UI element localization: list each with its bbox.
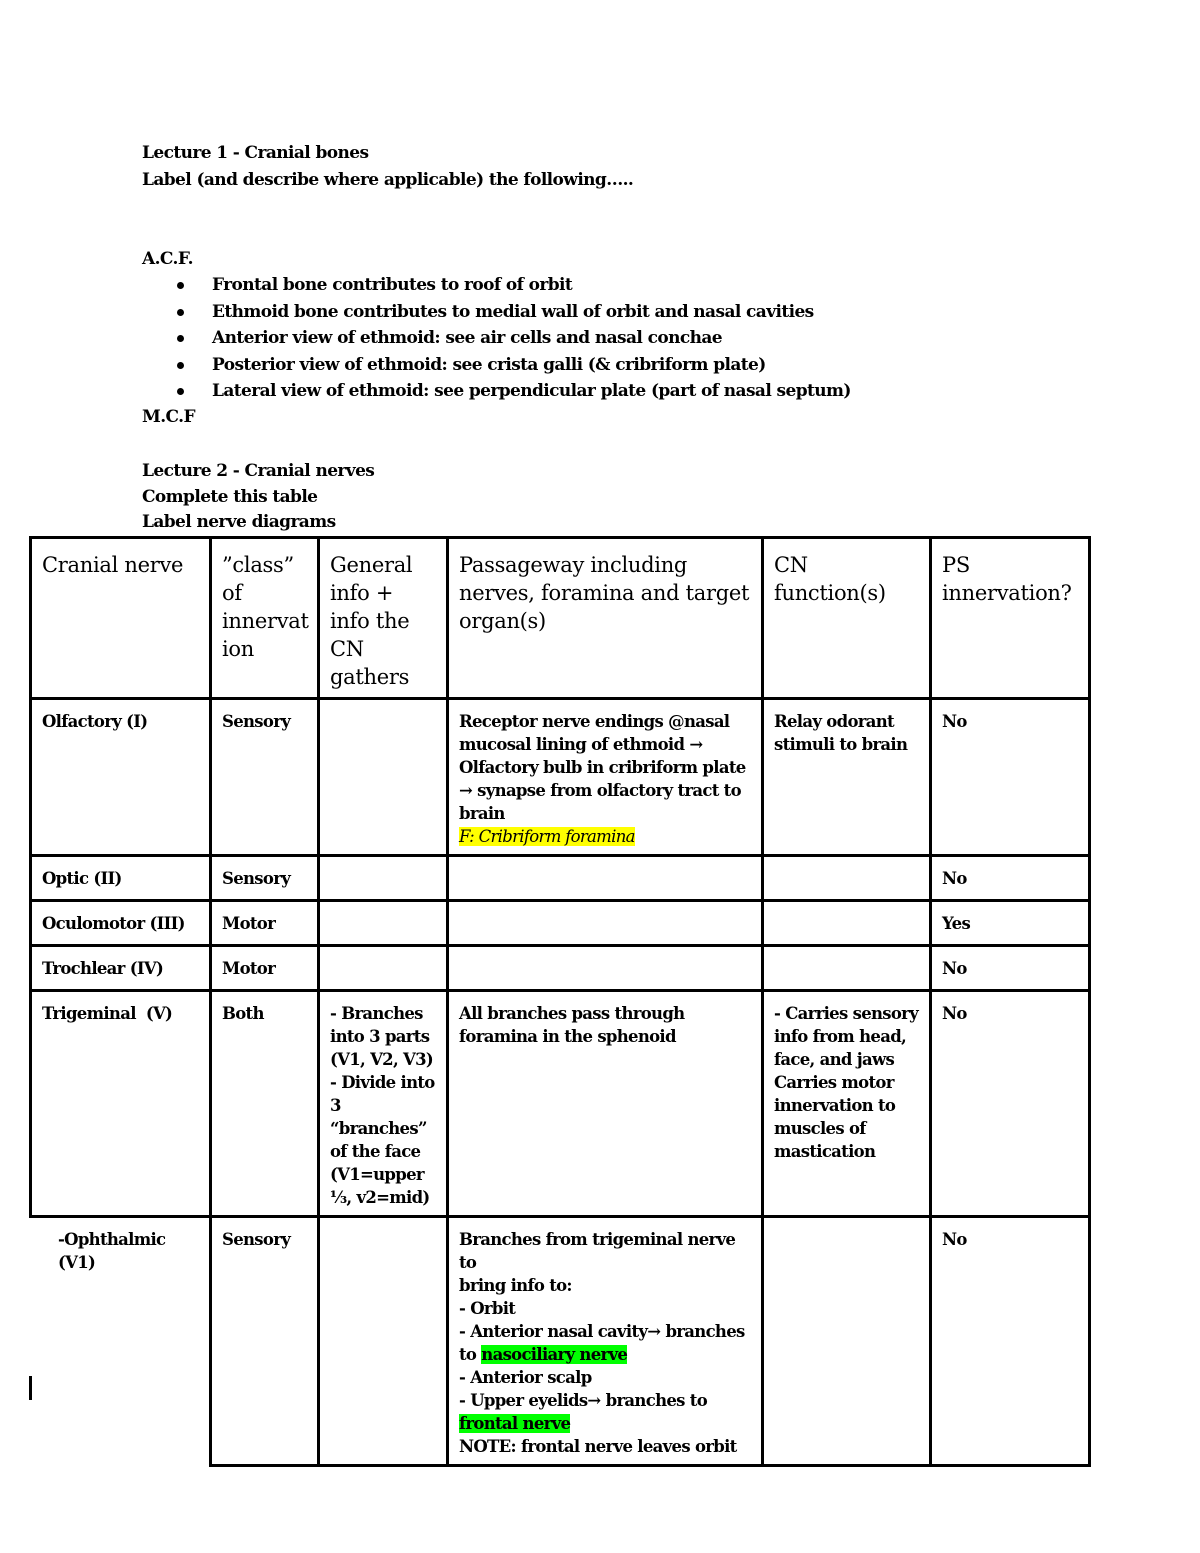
cell-ps: No: [931, 991, 1090, 1217]
cell-ps: No: [931, 856, 1090, 901]
table-header-row: [31, 538, 1090, 699]
cell-general: [319, 991, 448, 1217]
passageway-line: - Anterior scalp: [459, 1368, 592, 1387]
acf-bullet-list: [170, 272, 851, 405]
header-general-info: General info + info the CN gathers: [319, 538, 448, 699]
general-line: - Divide into: [330, 1073, 435, 1092]
cell-function: [763, 1217, 931, 1466]
lecture1-instruction: Label (and describe where applicable) the following…..: [142, 170, 634, 190]
cell-passageway: [448, 946, 763, 991]
passageway-line: - Orbit: [459, 1299, 516, 1318]
header-cn-function: CN function(s): [763, 538, 931, 699]
passageway-line: NOTE: frontal nerve leaves orbit: [459, 1437, 737, 1456]
cell-general: [319, 699, 448, 856]
function-line: info from head,: [774, 1027, 907, 1046]
lecture1-title: Lecture 1 - Cranial bones: [142, 143, 369, 163]
passageway-prefix: to: [459, 1345, 482, 1364]
general-line: of the face: [330, 1142, 421, 1161]
header-cranial-nerve: Cranial nerve: [31, 538, 211, 699]
function-line: face, and jaws: [774, 1050, 895, 1069]
cell-nerve: Trochlear (IV): [31, 946, 211, 991]
mcf-label: M.C.F: [142, 407, 195, 427]
cell-class: Motor: [211, 946, 319, 991]
cell-function: [763, 901, 931, 946]
highlighted-frontal-nerve: frontal nerve: [459, 1414, 571, 1433]
cell-general: [319, 946, 448, 991]
table-border-fragment: [29, 1146, 32, 1170]
header-ps-innervation: PS innervation?: [931, 538, 1090, 699]
lecture2-instruction-diagrams: Label nerve diagrams: [142, 512, 336, 532]
function-line: Carries motor: [774, 1073, 894, 1092]
passageway-line: brain: [459, 804, 505, 823]
acf-item: Ethmoid bone contributes to medial wall of orbit and nasal cavities: [170, 299, 851, 326]
header-class: ”class” of innervat ion: [211, 538, 319, 699]
cell-function: [763, 946, 931, 991]
acf-item: Frontal bone contributes to roof of orbit: [170, 272, 851, 299]
passageway-line: Branches from trigeminal nerve to: [459, 1230, 736, 1272]
table-row-ophthalmic: [31, 1217, 1090, 1466]
cell-ps: No: [931, 699, 1090, 856]
general-line: into 3 parts: [330, 1027, 430, 1046]
cell-function: [763, 991, 931, 1217]
table-border-fragment: [29, 1376, 32, 1400]
passageway-line: Receptor nerve endings @nasal: [459, 712, 730, 731]
cell-function: [763, 699, 931, 856]
cell-ps: No: [931, 946, 1090, 991]
passageway-line: Olfactory bulb in cribriform plate: [459, 758, 746, 777]
cell-class: Both: [211, 991, 319, 1217]
passageway-line: bring info to:: [459, 1276, 572, 1295]
cell-passageway: [448, 991, 763, 1217]
cell-nerve: Oculomotor (III): [31, 901, 211, 946]
cell-class: Sensory: [211, 1217, 319, 1466]
cranial-nerve-table: [29, 536, 1091, 1467]
highlighted-foramina: F: Cribriform foramina: [459, 827, 635, 846]
cell-nerve: Trigeminal (V): [31, 991, 211, 1217]
cell-ps: No: [931, 1217, 1090, 1466]
cell-general: [319, 856, 448, 901]
passageway-line: - Upper eyelids→ branches to: [459, 1391, 708, 1410]
header-passageway: Passageway including nerves, foramina and target organ(s): [448, 538, 763, 699]
acf-item: Posterior view of ethmoid: see crista galli (& cribriform plate): [170, 352, 851, 379]
cell-ps: Yes: [931, 901, 1090, 946]
cell-nerve: -Ophthalmic (V1): [31, 1217, 211, 1466]
passageway-line: mucosal lining of ethmoid →: [459, 735, 703, 754]
lecture2-instruction-table: Complete this table: [142, 487, 318, 507]
passageway-line: foramina in the sphenoid: [459, 1027, 676, 1046]
cell-general: [319, 1217, 448, 1466]
passageway-line: All branches pass through: [459, 1004, 685, 1023]
cell-passageway: [448, 856, 763, 901]
function-line: - Carries sensory: [774, 1004, 919, 1023]
cell-nerve: Olfactory (I): [31, 699, 211, 856]
general-line: 3 “branches”: [330, 1096, 427, 1138]
general-line: ⅓, v2=mid): [330, 1188, 430, 1207]
function-line: stimuli to brain: [774, 735, 908, 754]
cell-passageway: [448, 901, 763, 946]
acf-item: Anterior view of ethmoid: see air cells and nasal conchae: [170, 325, 851, 352]
cell-general: [319, 901, 448, 946]
cell-class: Sensory: [211, 699, 319, 856]
cell-class: Sensory: [211, 856, 319, 901]
function-line: mastication: [774, 1142, 876, 1161]
cell-function: [763, 856, 931, 901]
cell-passageway: [448, 1217, 763, 1466]
cell-passageway: [448, 699, 763, 856]
passageway-line: [459, 1343, 752, 1366]
function-line: innervation to: [774, 1096, 896, 1115]
function-line: Relay odorant: [774, 712, 894, 731]
cell-class: Motor: [211, 901, 319, 946]
general-line: - Branches: [330, 1004, 423, 1023]
table-row-trochlear: [31, 946, 1090, 991]
general-line: (V1, V2, V3): [330, 1050, 434, 1069]
function-line: muscles of: [774, 1119, 866, 1138]
cell-nerve: Optic (II): [31, 856, 211, 901]
passageway-line: - Anterior nasal cavity→ branches: [459, 1322, 745, 1341]
table-row-olfactory: [31, 699, 1090, 856]
highlighted-nasociliary-nerve: nasociliary nerve: [481, 1345, 628, 1364]
acf-label: A.C.F.: [142, 249, 193, 269]
general-line: (V1=upper: [330, 1165, 424, 1184]
acf-item: Lateral view of ethmoid: see perpendicular plate (part of nasal septum): [170, 378, 851, 405]
lecture2-title: Lecture 2 - Cranial nerves: [142, 461, 375, 481]
table-row-oculomotor: [31, 901, 1090, 946]
table-row-trigeminal: [31, 991, 1090, 1217]
table-row-optic: [31, 856, 1090, 901]
passageway-line: [459, 1412, 752, 1435]
passageway-line: → synapse from olfactory tract to: [459, 781, 741, 800]
